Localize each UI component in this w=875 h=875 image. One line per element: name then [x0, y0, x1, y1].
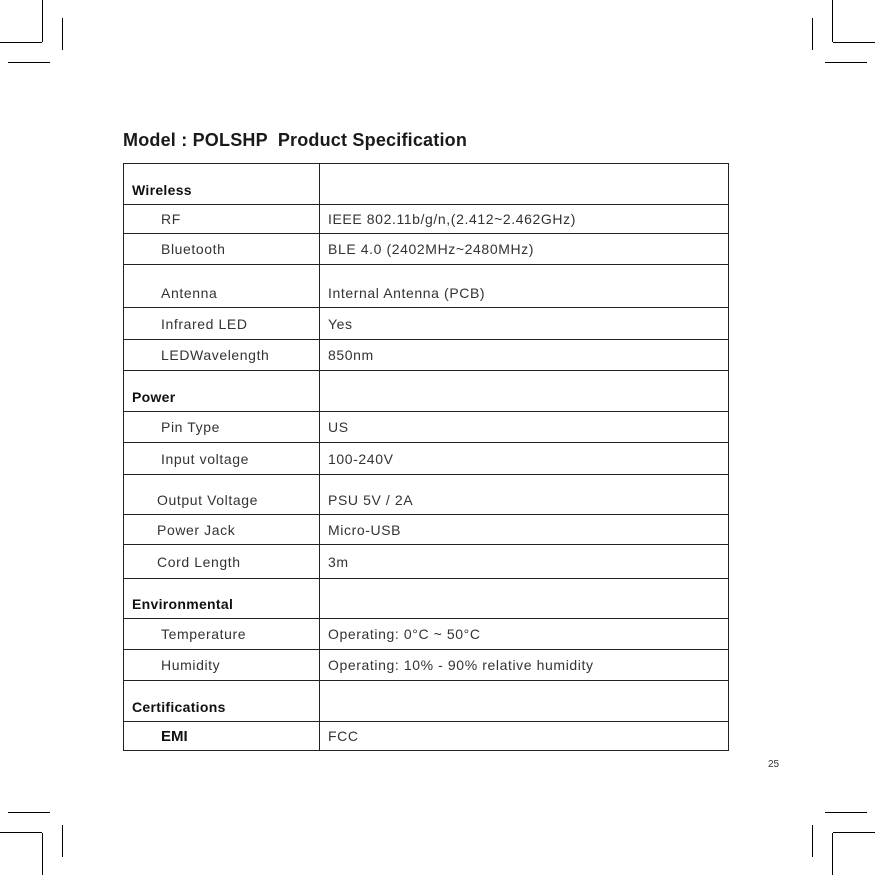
section-title: Environmental: [132, 596, 234, 612]
page-number: 25: [768, 759, 780, 770]
table-row: [124, 650, 729, 681]
table-row: [124, 722, 729, 751]
row-value: 100-240V: [320, 443, 729, 475]
row-value: FCC: [320, 722, 729, 751]
row-label: Input voltage: [161, 450, 249, 467]
row-label: Infrared LED: [161, 315, 248, 332]
spec-table: [123, 163, 729, 751]
section-title: Wireless: [132, 182, 192, 198]
row-label: Temperature: [161, 626, 247, 642]
crop-mark: [62, 18, 63, 50]
table-row: [124, 234, 729, 265]
table-row: [124, 340, 729, 371]
row-label: LEDWavelength: [161, 347, 270, 363]
crop-mark: [812, 825, 813, 857]
section-title: Power: [132, 389, 176, 405]
row-value: Operating: 10% - 90% relative humidity: [320, 650, 729, 681]
crop-mark: [825, 812, 867, 813]
spec-heading: Product Specification: [277, 130, 468, 150]
row-label: Cord Length: [157, 553, 241, 570]
table-row: [124, 308, 729, 340]
row-value: 3m: [320, 545, 729, 579]
row-label: Pin Type: [161, 419, 221, 435]
crop-mark: [8, 812, 50, 813]
row-label: Antenna: [161, 285, 218, 301]
row-label: Output Voltage: [157, 492, 259, 508]
table-row: [124, 205, 729, 234]
row-value: Micro-USB: [320, 515, 729, 545]
page-title: [123, 130, 467, 151]
crop-mark: [832, 833, 833, 875]
crop-mark: [832, 0, 833, 42]
crop-mark: [42, 833, 43, 875]
row-value: Operating: 0°C ~ 50°C: [320, 619, 729, 650]
row-value: IEEE 802.11b/g/n,(2.412~2.462GHz): [320, 205, 729, 234]
crop-mark: [833, 42, 875, 43]
row-label: RF: [161, 211, 181, 227]
row-label: EMI: [161, 727, 188, 745]
section-header-certifications: [124, 681, 729, 722]
row-value: PSU 5V / 2A: [320, 475, 729, 515]
row-value: 850nm: [320, 340, 729, 371]
model-name: Model : POLSHP: [123, 130, 268, 150]
table-row: [124, 545, 729, 579]
section-title: Certifications: [132, 699, 226, 715]
table-row: [124, 443, 729, 475]
table-row: [124, 515, 729, 545]
crop-mark: [812, 18, 813, 50]
crop-mark: [42, 0, 43, 42]
crop-mark: [833, 832, 875, 833]
row-label: Humidity: [161, 657, 221, 673]
crop-mark: [0, 832, 42, 833]
table-row: [124, 475, 729, 515]
table-row: [124, 265, 729, 308]
table-row: [124, 619, 729, 650]
section-header-environmental: [124, 579, 729, 619]
crop-mark: [0, 42, 42, 43]
row-value: US: [320, 412, 729, 443]
section-header-power: [124, 371, 729, 412]
table-row: [124, 412, 729, 443]
crop-mark: [825, 62, 867, 63]
row-label: Bluetooth: [161, 241, 226, 257]
row-value: Yes: [320, 308, 729, 340]
row-label: Power Jack: [157, 521, 236, 538]
crop-mark: [8, 62, 50, 63]
section-header-wireless: [124, 164, 729, 205]
crop-mark: [62, 825, 63, 857]
row-value: BLE 4.0 (2402MHz~2480MHz): [320, 234, 729, 265]
row-value: Internal Antenna (PCB): [320, 265, 729, 308]
